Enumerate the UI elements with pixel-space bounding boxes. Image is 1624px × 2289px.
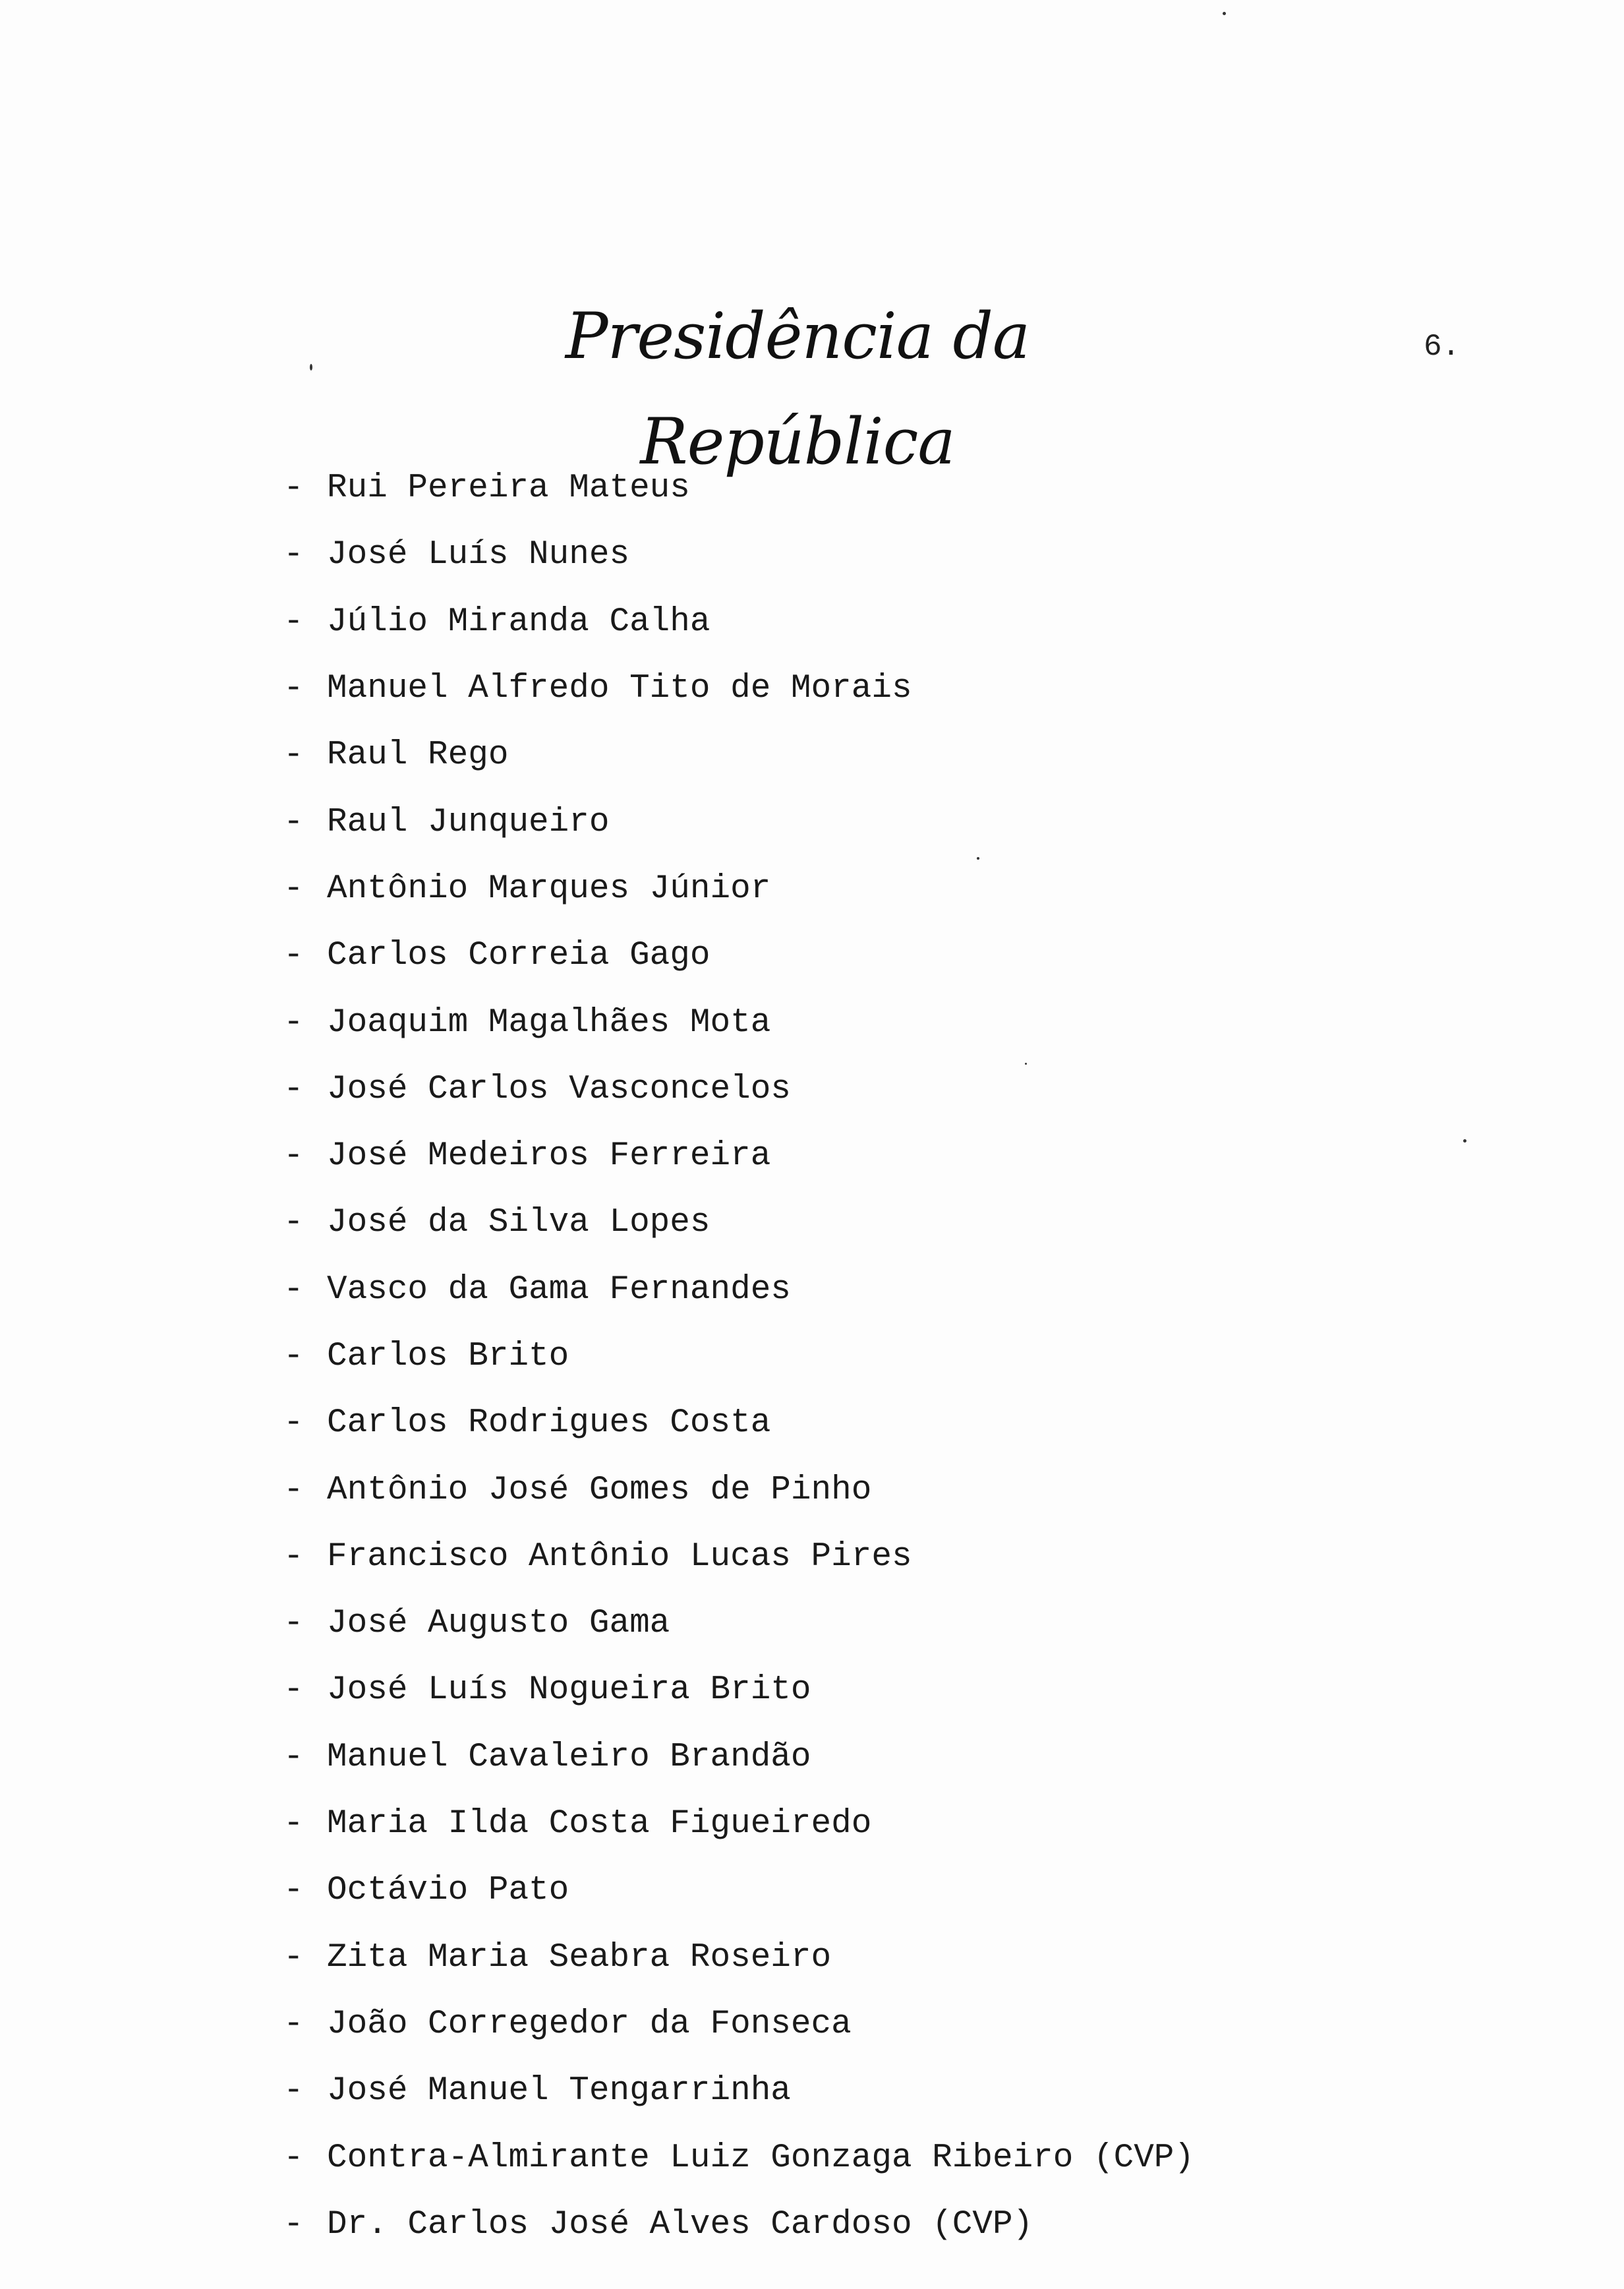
- list-item: [283, 1123, 1194, 1189]
- list-bullet: -: [283, 1070, 304, 1108]
- person-name: Antônio Marques Júnior: [327, 870, 771, 908]
- person-name: José Luís Nunes: [327, 536, 630, 574]
- list-bullet: -: [283, 2139, 304, 2177]
- list-item: [283, 1724, 1194, 1791]
- scan-speck: [310, 364, 312, 371]
- list-item: [283, 1657, 1194, 1723]
- person-name: Raul Junqueiro: [327, 803, 610, 841]
- list-item: [283, 922, 1194, 989]
- list-item: [283, 1991, 1194, 2058]
- person-name: Rui Pereira Mateus: [327, 469, 690, 508]
- page-number: 6.: [1424, 330, 1461, 364]
- list-bullet: -: [283, 1137, 304, 1175]
- person-name: Carlos Correia Gago: [327, 937, 710, 975]
- person-name: José Luís Nogueira Brito: [327, 1671, 811, 1709]
- list-bullet: -: [283, 2005, 304, 2043]
- list-item: [283, 1390, 1194, 1456]
- list-bullet: -: [283, 2072, 304, 2110]
- list-bullet: -: [283, 1805, 304, 1843]
- person-name: Zita Maria Seabra Roseiro: [327, 1938, 832, 1977]
- person-name: Carlos Rodrigues Costa: [327, 1404, 771, 1442]
- list-item: [283, 1857, 1194, 1924]
- list-bullet: -: [283, 670, 304, 708]
- person-name: Dr. Carlos José Alves Cardoso (CVP): [327, 2205, 1033, 2244]
- list-item: [283, 1257, 1194, 1323]
- list-bullet: -: [283, 1872, 304, 1910]
- person-name: Francisco Antônio Lucas Pires: [327, 1537, 912, 1576]
- list-item: [283, 655, 1194, 722]
- list-bullet: -: [283, 1270, 304, 1309]
- letterhead-title: Presidência da República: [565, 299, 1030, 479]
- person-name: Maria Ilda Costa Figueiredo: [327, 1805, 872, 1843]
- person-name: Contra-Almirante Luiz Gonzaga Ribeiro (CVP): [327, 2139, 1195, 2177]
- list-bullet: -: [283, 536, 304, 574]
- list-bullet: -: [283, 870, 304, 908]
- list-item: [283, 521, 1194, 588]
- person-name: João Corregedor da Fonseca: [327, 2005, 852, 2043]
- list-item: [283, 1056, 1194, 1123]
- person-name: Manuel Cavaleiro Brandão: [327, 1738, 811, 1776]
- list-item: [283, 989, 1194, 1055]
- person-name: José Medeiros Ferreira: [327, 1137, 771, 1175]
- person-name: Joaquim Magalhães Mota: [327, 1003, 771, 1042]
- person-name: José Manuel Tengarrinha: [327, 2072, 791, 2110]
- person-name: Vasco da Gama Fernandes: [327, 1270, 791, 1309]
- list-item: [283, 1323, 1194, 1390]
- person-name: José Carlos Vasconcelos: [327, 1070, 791, 1108]
- list-bullet: -: [283, 1404, 304, 1442]
- list-item: [283, 1590, 1194, 1657]
- person-name: José da Silva Lopes: [327, 1204, 710, 1242]
- scan-speck: [977, 857, 979, 860]
- list-bullet: -: [283, 603, 304, 641]
- list-item: [283, 788, 1194, 855]
- list-bullet: -: [283, 736, 304, 775]
- list-bullet: -: [283, 1003, 304, 1042]
- list-bullet: -: [283, 469, 304, 508]
- list-bullet: -: [283, 2205, 304, 2244]
- list-bullet: -: [283, 1471, 304, 1509]
- list-bullet: -: [283, 937, 304, 975]
- list-bullet: -: [283, 1938, 304, 1977]
- list-bullet: -: [283, 1338, 304, 1375]
- list-item: [283, 2124, 1194, 2191]
- person-name: Antônio José Gomes de Pinho: [327, 1471, 872, 1509]
- list-item: [283, 2191, 1194, 2258]
- list-item: [283, 2058, 1194, 2124]
- scan-speck: [1025, 1063, 1027, 1065]
- list-bullet: -: [283, 1738, 304, 1776]
- list-bullet: -: [283, 1537, 304, 1576]
- list-item: [283, 589, 1194, 655]
- person-name: Octávio Pato: [327, 1872, 569, 1910]
- list-item: [283, 1456, 1194, 1523]
- name-list: [283, 455, 1194, 2258]
- list-item: [283, 455, 1194, 521]
- list-item: [283, 1524, 1194, 1590]
- person-name: Júlio Miranda Calha: [327, 603, 710, 641]
- list-bullet: -: [283, 1605, 304, 1643]
- list-bullet: -: [283, 1671, 304, 1709]
- scan-speck: [1223, 12, 1226, 15]
- list-item: [283, 722, 1194, 788]
- list-bullet: -: [283, 1204, 304, 1242]
- list-item: [283, 1791, 1194, 1857]
- list-bullet: -: [283, 803, 304, 841]
- scan-speck: [1463, 1139, 1466, 1143]
- list-item: [283, 1924, 1194, 1991]
- person-name: Manuel Alfredo Tito de Morais: [327, 670, 912, 708]
- person-name: Carlos Brito: [327, 1338, 569, 1375]
- list-item: [283, 1189, 1194, 1256]
- person-name: Raul Rego: [327, 736, 509, 775]
- list-item: [283, 856, 1194, 922]
- person-name: José Augusto Gama: [327, 1605, 670, 1643]
